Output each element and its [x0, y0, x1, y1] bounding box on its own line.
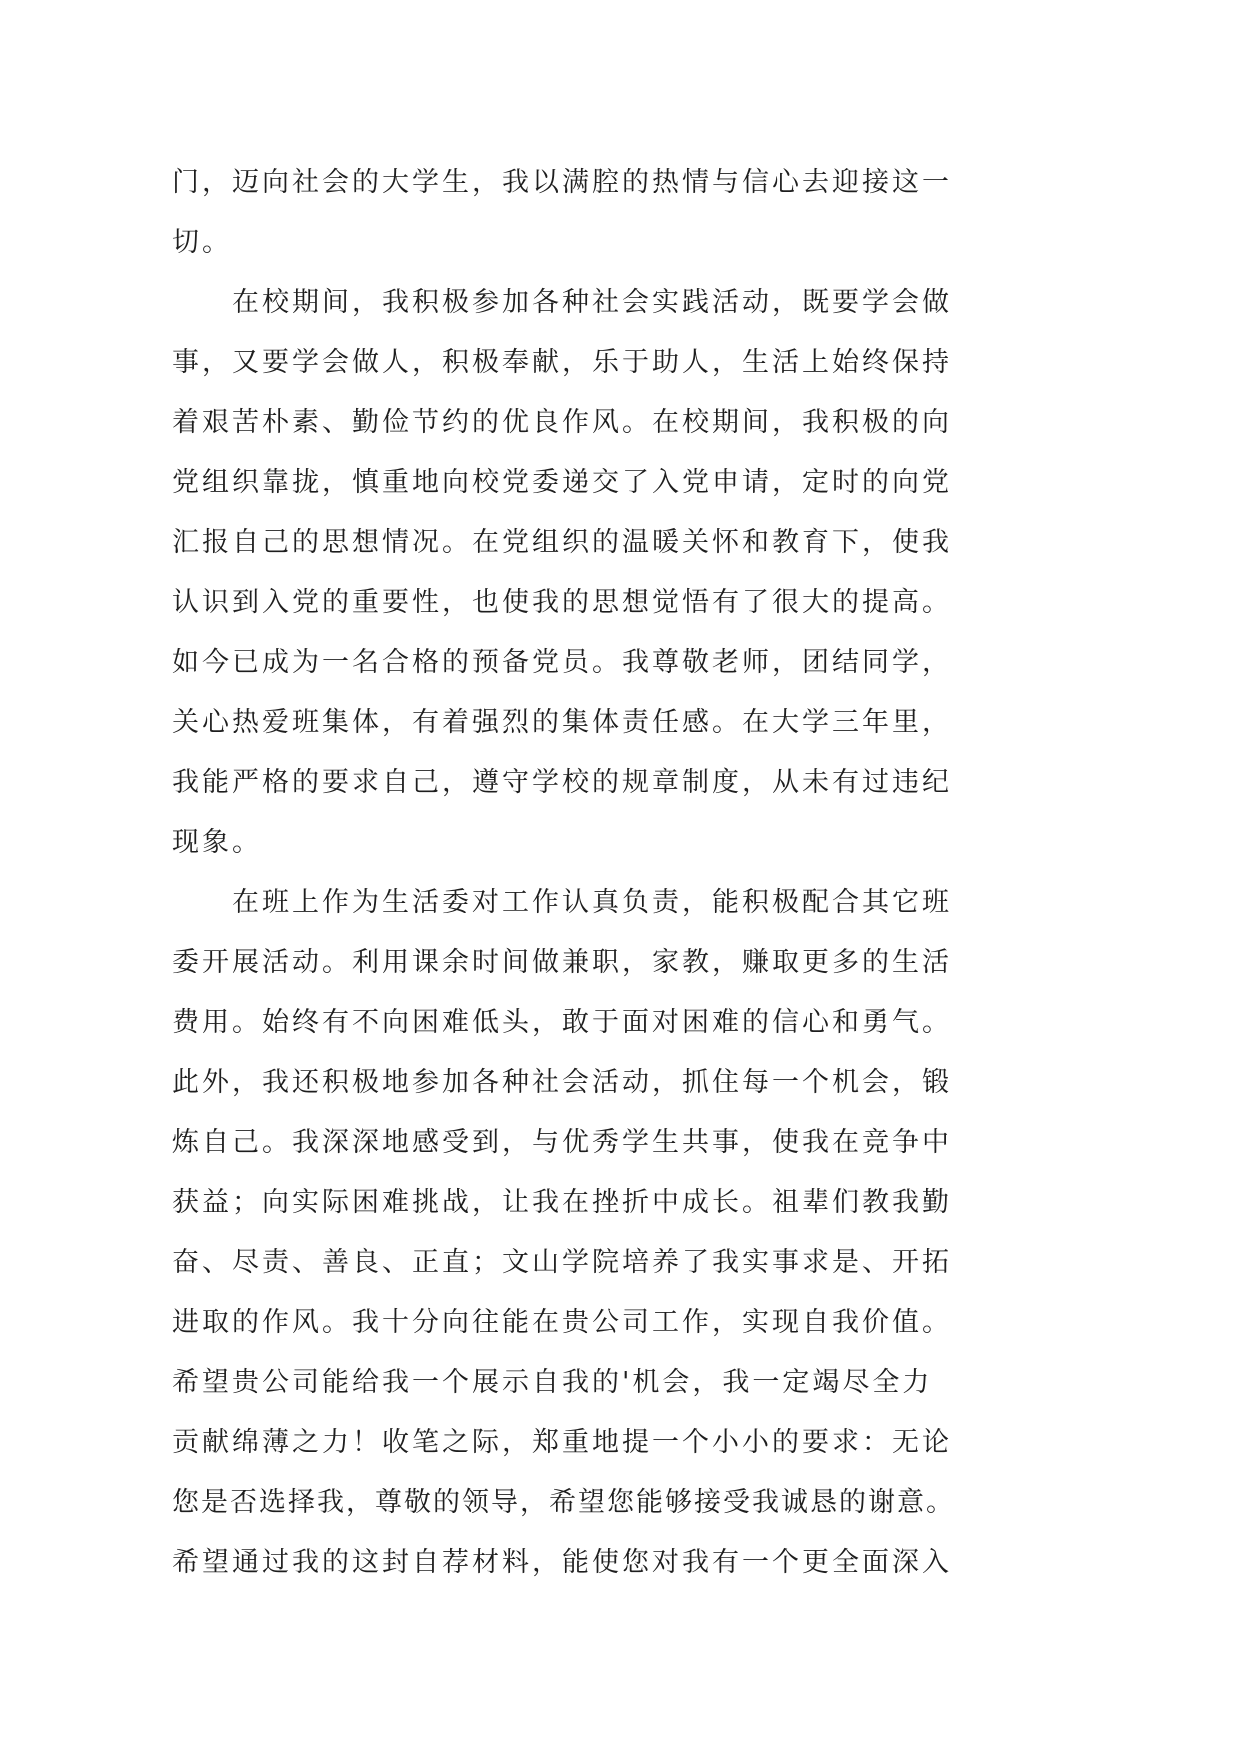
text-line: 此外，我还积极地参加各种社会活动，抓住每一个机会，锻: [172, 1067, 952, 1098]
text-line: 您是否选择我，尊敬的领导，希望您能够接受我诚恳的谢意。: [172, 1487, 955, 1518]
paragraph-1: [172, 153, 972, 273]
text-line: 着艰苦朴素、勤俭节约的优良作风。在校期间，我积极的向: [172, 407, 952, 438]
text-line: 获益；向实际困难挑战，让我在挫折中成长。祖辈们教我勤: [172, 1187, 952, 1218]
text-line: 希望通过我的这封自荐材料，能使您对我有一个更全面深入: [172, 1547, 952, 1578]
text-line: 希望贵公司能给我一个展示自我的'机会，我一定竭尽全力: [172, 1367, 933, 1398]
text-line: 在班上作为生活委对工作认真负责，能积极配合其它班: [232, 887, 952, 918]
text-line: 如今已成为一名合格的预备党员。我尊敬老师，团结同学，: [172, 647, 952, 678]
text-line: 认识到入党的重要性，也使我的思想觉悟有了很大的提高。: [172, 587, 952, 618]
text-line: 现象。: [172, 827, 262, 858]
text-line: 党组织靠拢，慎重地向校党委递交了入党申请，定时的向党: [172, 467, 952, 498]
text-line: 委开展活动。利用课余时间做兼职，家教，赚取更多的生活: [172, 947, 952, 978]
paragraph-2: [172, 273, 972, 873]
text-line: 炼自己。我深深地感受到，与优秀学生共事，使我在竞争中: [172, 1127, 952, 1158]
text-line: 关心热爱班集体，有着强烈的集体责任感。在大学三年里，: [172, 707, 952, 738]
text-line: 费用。始终有不向困难低头，敢于面对困难的信心和勇气。: [172, 1007, 952, 1038]
text-line: 我能严格的要求自己，遵守学校的规章制度，从未有过违纪: [172, 767, 952, 798]
text-line: 奋、尽责、善良、正直；文山学院培养了我实事求是、开拓: [172, 1247, 952, 1278]
text-line: 门，迈向社会的大学生，我以满腔的热情与信心去迎接这一: [172, 167, 952, 198]
body-text: [172, 153, 972, 1593]
text-line: 贡献绵薄之力！收笔之际，郑重地提一个小小的要求：无论: [172, 1427, 952, 1458]
text-line: 进取的作风。我十分向往能在贵公司工作，实现自我价值。: [172, 1307, 952, 1338]
paragraph-3: [172, 873, 972, 1593]
text-line: 事，又要学会做人，积极奉献，乐于助人，生活上始终保持: [172, 347, 952, 378]
text-line: 切。: [172, 227, 232, 258]
text-line: 汇报自己的思想情况。在党组织的温暖关怀和教育下，使我: [172, 527, 952, 558]
text-line: 在校期间，我积极参加各种社会实践活动，既要学会做: [232, 287, 952, 318]
